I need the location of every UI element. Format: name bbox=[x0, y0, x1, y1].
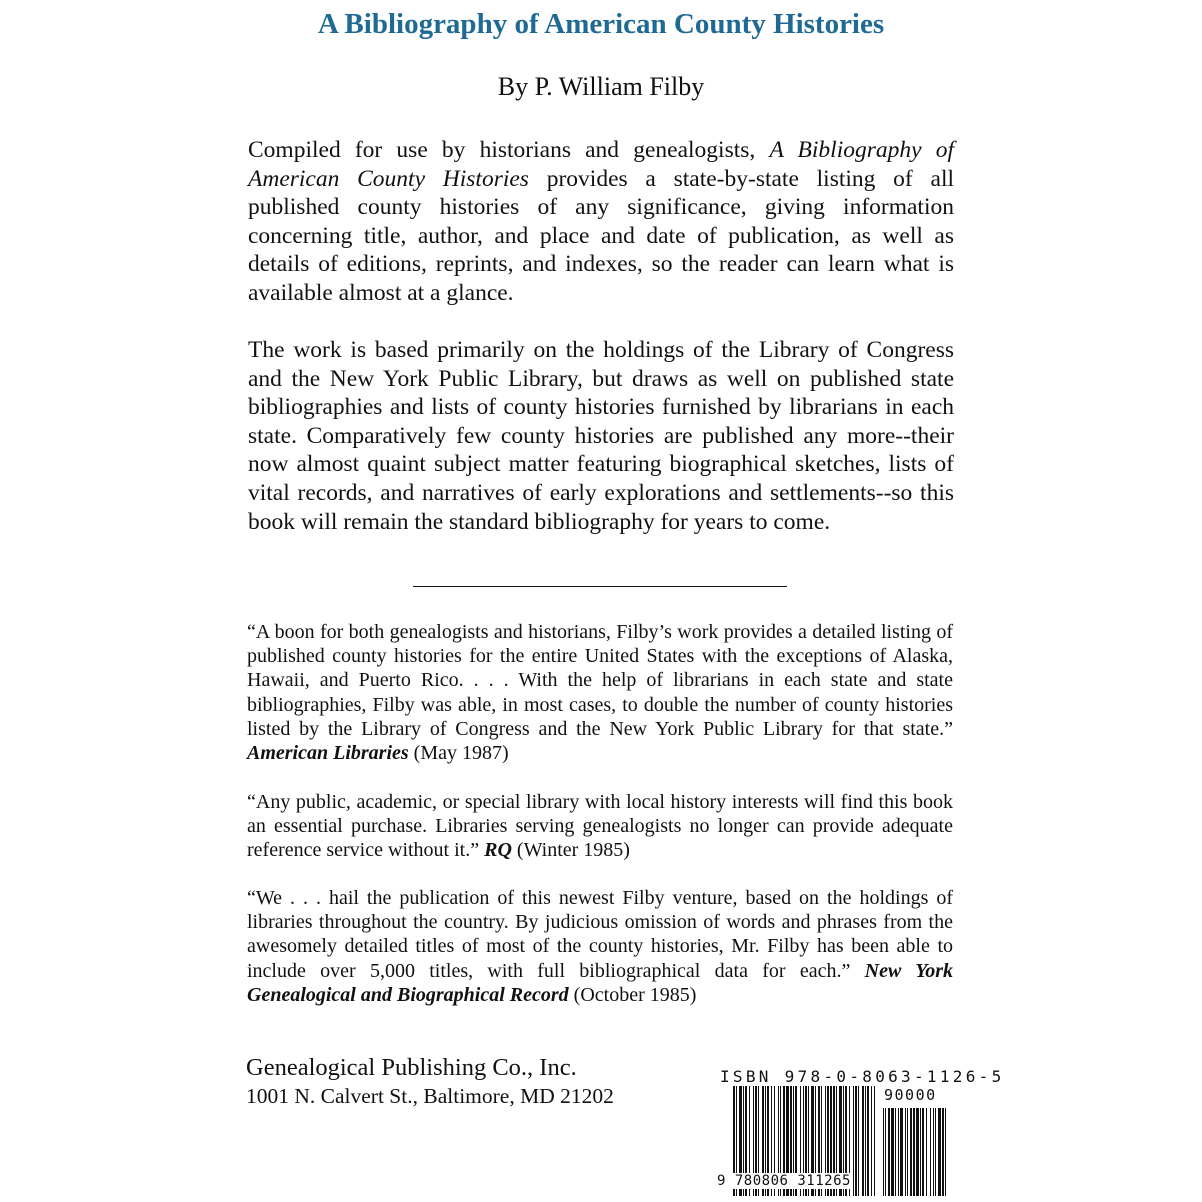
barcode-bar bbox=[900, 1108, 903, 1196]
barcode-bar bbox=[930, 1108, 931, 1196]
description-book-title: A Bibliography of American County Histories bbox=[248, 137, 954, 192]
barcode-bar bbox=[855, 1086, 857, 1196]
barcode-bar bbox=[922, 1108, 924, 1196]
review-source: New York Genealogical and Biographical Record bbox=[247, 959, 953, 1006]
barcode-bar bbox=[898, 1108, 899, 1196]
barcode-digits: 9 780806 311265 bbox=[717, 1173, 851, 1189]
publisher-block bbox=[246, 1054, 614, 1110]
barcode-bar bbox=[920, 1108, 921, 1196]
barcode-bar bbox=[942, 1108, 944, 1196]
review-quote-3 bbox=[247, 886, 953, 1007]
barcode-bar bbox=[905, 1108, 906, 1196]
barcode-bar bbox=[853, 1086, 854, 1196]
review-text: “Any public, academic, or special library with local history interests will find this book an essential purchase. Libraries serving genealogists no longer can provide adequate reference service without it.” bbox=[247, 791, 953, 862]
barcode-bar bbox=[913, 1108, 915, 1196]
barcode-bar bbox=[883, 1108, 884, 1196]
barcode-bar bbox=[885, 1108, 886, 1196]
barcode-bar bbox=[935, 1108, 936, 1196]
barcode-bar bbox=[926, 1108, 927, 1196]
barcode-bar bbox=[862, 1086, 864, 1196]
description-rest: provides a state-by-state listing of all published county histories of any significance, giving information concerning title, author, and place and date of publication, as well as details of editions, reprints, and indexes, so the reader can learn what is available almost at a glance. bbox=[248, 165, 955, 306]
publisher-name: Genealogical Publishing Co., Inc. bbox=[246, 1054, 577, 1081]
review-quote-2 bbox=[247, 790, 953, 863]
description-intro: Compiled for use by historians and genealogists, bbox=[248, 137, 770, 163]
barcode-bar bbox=[871, 1086, 872, 1196]
barcode-bar bbox=[910, 1108, 912, 1196]
barcode-bar bbox=[867, 1086, 869, 1196]
author-line: By P. William Filby bbox=[497, 72, 705, 101]
barcode-bar bbox=[888, 1108, 890, 1196]
barcode-bar bbox=[938, 1108, 941, 1196]
review-text: “A boon for both genealogists and historians, Filby’s work provides a detailed listing of published county histories for the entire United States with the exceptions of Alaska, Hawaii, and Puerto Rico. . . . With the help of librarians in each state and state bibliographies, Filby was able, in most cases, to double the number of county histories listed by the Library of Congress and the New York Public Library for that state.” bbox=[247, 621, 953, 740]
book-title: A Bibliography of American County Histories bbox=[317, 8, 885, 40]
review-source: RQ bbox=[484, 839, 512, 862]
barcode-bar bbox=[916, 1108, 919, 1196]
description-paragraph-1 bbox=[248, 136, 954, 308]
barcode-bar bbox=[907, 1108, 908, 1196]
barcode-bar bbox=[874, 1086, 875, 1196]
barcode-bar bbox=[945, 1108, 946, 1196]
review-date: (October 1985) bbox=[568, 983, 697, 1006]
description-paragraph-2: The work is based primarily on the holdings of the Library of Congress and the New York Public Library, but draws as well on published state bibliographies and lists of county histories furnished by librarians in each state. Comparatively few county histories are published any more--their now almost quaint subject matter featuring biographical sketches, lists of vital records, and narratives of early explorations and settlements--so this book will remain the standard bibliography for years to come. bbox=[248, 337, 954, 535]
review-quote-1 bbox=[247, 620, 953, 765]
review-date: (Winter 1985) bbox=[511, 839, 630, 862]
review-source: American Libraries bbox=[247, 742, 409, 765]
review-text: “We . . . hail the publication of this newest Filby venture, based on the holdings of libraries throughout the country. By judicious omission of words and phrases from the awesomely detailed titles of most of the county histories, Mr. Filby has been able to include over 5,000 titles, with full bibliographical data for each.” bbox=[247, 887, 953, 982]
barcode-bar bbox=[895, 1108, 896, 1196]
publisher-address: 1001 N. Calvert St., Baltimore, MD 21202 bbox=[246, 1084, 614, 1108]
review-date: (May 1987) bbox=[408, 742, 509, 765]
barcode-bar bbox=[858, 1086, 859, 1196]
barcode-bar bbox=[865, 1086, 866, 1196]
barcode-addon-number: 90000 bbox=[884, 1086, 937, 1104]
section-divider bbox=[413, 586, 787, 587]
barcode-bar bbox=[891, 1108, 894, 1196]
isbn-label: ISBN 978-0-8063-1126-5 bbox=[720, 1067, 1005, 1086]
barcode-bar bbox=[933, 1108, 934, 1196]
